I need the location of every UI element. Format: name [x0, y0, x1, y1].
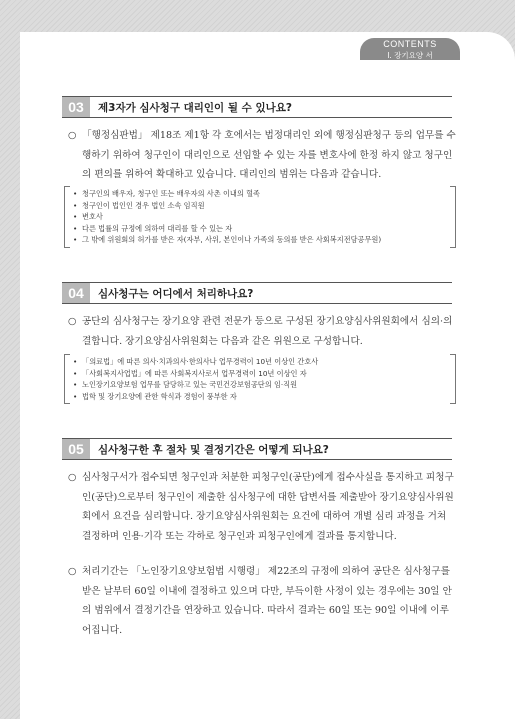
list-item: • 법학 및 장기요양에 관한 학식과 경험이 풍부한 자 [73, 391, 455, 403]
list-item: • 변호사 [73, 211, 455, 223]
section-05-header [62, 438, 452, 460]
section-03-box [64, 186, 456, 248]
list-item: • 「사회복지사업법」에 따른 사회복지사로서 업무경력이 10년 이상인 자 [73, 368, 455, 380]
paragraph-text: 「행정심판법」 제18조 제1항 각 호에서는 법정대리인 외에 행정심판청구 등의 업무를 수행하기 위하여 청구인이 대리인으로 선임할 수 있는 자를 변호사에 한정 하지 않고 청구인의 편의를 위하여 확대하고 있습니다. 대리인의 범위는 다음과 같습니다. [82, 130, 456, 180]
paragraph-text: 공단의 심사청구는 장기요양 관련 전문가 등으로 구성된 장기요양심사위원회에서 심의·의결합니다. 장기요양심사위원회는 다음과 같은 위원으로 구성합니다. [82, 316, 453, 347]
section-title: 심사청구는 어디에서 처리하나요? [98, 287, 254, 300]
section-title: 제3자가 심사청구 대리인이 될 수 있나요? [98, 101, 292, 114]
section-title: 심사청구한 후 절차 및 결정기간은 어떻게 되나요? [98, 443, 329, 456]
section-number: 05 [62, 439, 90, 459]
paragraph-text: 심사청구서가 접수되면 청구인과 처분한 피청구인(공단)에게 접수사실을 통지하고 피청구인(공단)으로부터 청구인이 제출한 심사청구에 대한 답변서를 제출받아 장기요양심사위원회에서 요건을 심리합니다. 장기요양심사위원회는 요건에 대하여 개별 심리 과정을 거쳐 결정하며 인용·기각 또는 각하로 청구인과 피청구인에게 결과를 통지합니다. [82, 472, 454, 542]
section-number: 03 [62, 97, 90, 117]
list-item: • 청구인의 배우자, 청구인 또는 배우자의 사촌 이내의 혈족 [73, 188, 455, 200]
list-item: • 다른 법률의 규정에 의하여 대리를 할 수 있는 자 [73, 223, 455, 235]
section-04-header [62, 282, 452, 304]
circle-bullet-icon: ○ [68, 472, 77, 483]
contents-tab[interactable] [360, 38, 460, 60]
list-item: • 그 밖에 위원회의 허가를 받은 자(자부, 사위, 본인이나 가족의 동의를 받은 사회복지전담공무원) [73, 234, 455, 246]
section-03-header [62, 96, 452, 118]
section-number: 04 [62, 283, 90, 303]
circle-bullet-icon: ○ [68, 130, 77, 141]
circle-bullet-icon: ○ [68, 316, 77, 327]
section-04-paragraph [68, 312, 458, 351]
list-item: • 청구인이 법인인 경우 법인 소속 임직원 [73, 200, 455, 212]
section-03-paragraph [68, 126, 458, 185]
section-05-paragraph-1 [68, 468, 458, 546]
section-05-paragraph-2 [68, 562, 458, 640]
list-item: • 노인장기요양보험 업무를 담당하고 있는 국민건강보험공단의 임·직원 [73, 379, 455, 391]
paragraph-text: 처리기간는 「노인장기요양보험법 시행령」 제22조의 규정에 의하여 공단은 심사청구를 받은 날부터 60일 이내에 결정하고 있으며 다만, 부득이한 사정이 있는 경우에는 30일 안의 범위에서 결정기간을 연장하고 있습니다. 따라서 결과는 60일 또는 90일 이내에 이루어집니다. [82, 566, 452, 636]
list-item: • 「의료법」에 따른 의사·치과의사·한의사나 업무경력이 10년 이상인 간호사 [73, 356, 455, 368]
contents-tab-title: CONTENTS [383, 39, 437, 49]
section-04-box [64, 354, 456, 404]
contents-tab-subtitle: Ⅰ. 장기요양 서 [387, 51, 433, 60]
circle-bullet-icon: ○ [68, 566, 77, 577]
